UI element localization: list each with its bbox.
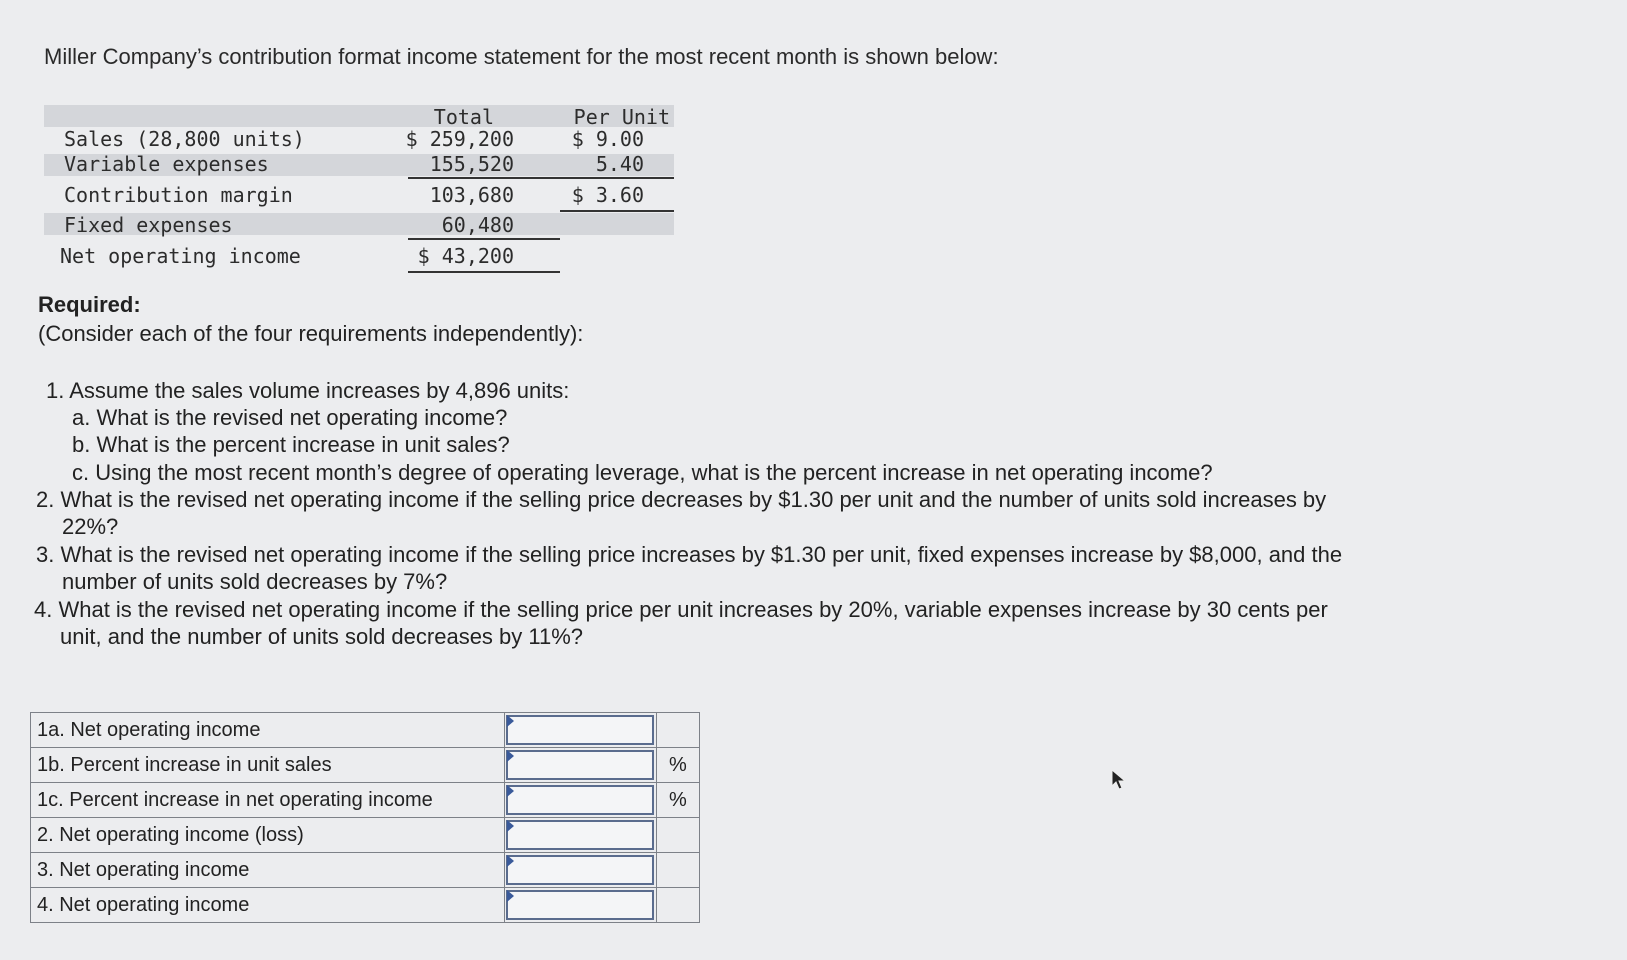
intro-text: Miller Company’s contribution format income statement for the most recent month is shown below:: [44, 44, 999, 69]
question-2-line1: 2. What is the revised net operating income if the selling price decreases by $1.30 per unit and the number of units sold increases by: [36, 487, 1327, 512]
row-total-noi: $ 43,200: [417, 244, 514, 268]
table-row: [31, 783, 700, 818]
question-4-line2: unit, and the number of units sold decreases by 11%?: [60, 624, 584, 649]
answer-unit-4: [656, 888, 699, 923]
underline: [560, 177, 674, 179]
answer-label-1c: 1c. Percent increase in net operating income: [31, 783, 505, 818]
answer-cell-2: [505, 818, 656, 853]
row-label-variable: Variable expenses: [64, 152, 269, 176]
row-total-sales: $ 259,200: [405, 127, 514, 151]
question-1a: a. What is the revised net operating income?: [72, 405, 508, 430]
row-label-fixed: Fixed expenses: [64, 213, 233, 237]
row-label-noi: Net operating income: [60, 244, 301, 268]
question-3-line1: 3. What is the revised net operating income if the selling price increases by $1.30 per unit, fixed expenses increase by $8,000, and the: [36, 542, 1343, 567]
answer-unit-1b: %: [656, 748, 699, 783]
underline: [560, 210, 674, 212]
col-header-per-unit: Per Unit: [573, 105, 670, 129]
answer-cell-3: [505, 853, 656, 888]
cell-marker-icon: [507, 890, 514, 902]
mouse-pointer-icon: [1110, 768, 1128, 792]
question-1: 1. Assume the sales volume increases by 4,896 units:: [46, 378, 570, 403]
answer-cell-1a: [505, 713, 656, 748]
answer-cell-1b: [505, 748, 656, 783]
answer-label-1a: 1a. Net operating income: [31, 713, 505, 748]
row-label-cm: Contribution margin: [64, 183, 293, 207]
answer-input-3[interactable]: [506, 855, 654, 885]
cell-marker-icon: [507, 715, 514, 727]
table-row: [31, 853, 700, 888]
income-statement: [44, 105, 674, 275]
question-3-line2: number of units sold decreases by 7%?: [62, 569, 448, 594]
question-1c: c. Using the most recent month’s degree of operating leverage, what is the percent increase in net operating income?: [72, 460, 1213, 485]
required-heading: Required:: [38, 292, 141, 317]
cell-marker-icon: [507, 750, 514, 762]
answer-label-4: 4. Net operating income: [31, 888, 505, 923]
underline: [408, 238, 560, 240]
cell-marker-icon: [507, 785, 514, 797]
table-row: [31, 818, 700, 853]
row-per-unit-sales: $ 9.00: [571, 127, 644, 151]
answer-cell-1c: [505, 783, 656, 818]
table-row: [31, 888, 700, 923]
answer-table: [30, 712, 700, 923]
answer-input-1a[interactable]: [506, 715, 654, 745]
answer-unit-2: [656, 818, 699, 853]
answer-label-1b: 1b. Percent increase in unit sales: [31, 748, 505, 783]
answer-input-1c[interactable]: [506, 785, 654, 815]
answer-unit-3: [656, 853, 699, 888]
answer-input-4[interactable]: [506, 890, 654, 920]
underline: [408, 177, 560, 179]
answer-unit-1c: %: [656, 783, 699, 818]
cell-marker-icon: [507, 820, 514, 832]
underline: [408, 271, 560, 273]
row-label-sales: Sales (28,800 units): [64, 127, 305, 151]
row-per-unit-cm: $ 3.60: [571, 183, 644, 207]
row-total-variable: 155,520: [429, 152, 514, 176]
table-row: [31, 713, 700, 748]
answer-input-1b[interactable]: [506, 750, 654, 780]
table-row: [31, 748, 700, 783]
question-1b: b. What is the percent increase in unit sales?: [72, 432, 510, 457]
required-note: (Consider each of the four requirements independently):: [38, 321, 584, 346]
question-4-line1: 4. What is the revised net operating income if the selling price per unit increases by 20%, variable expenses increase by 30 cents per: [34, 597, 1328, 622]
row-total-cm: 103,680: [429, 183, 514, 207]
answer-unit-1a: [656, 713, 699, 748]
row-per-unit-variable: 5.40: [595, 152, 644, 176]
cell-marker-icon: [507, 855, 514, 867]
col-header-total: Total: [433, 105, 494, 129]
row-total-fixed: 60,480: [441, 213, 514, 237]
answer-cell-4: [505, 888, 656, 923]
answer-input-2[interactable]: [506, 820, 654, 850]
answer-label-3: 3. Net operating income: [31, 853, 505, 888]
answer-label-2: 2. Net operating income (loss): [31, 818, 505, 853]
question-2-line2: 22%?: [62, 514, 119, 539]
